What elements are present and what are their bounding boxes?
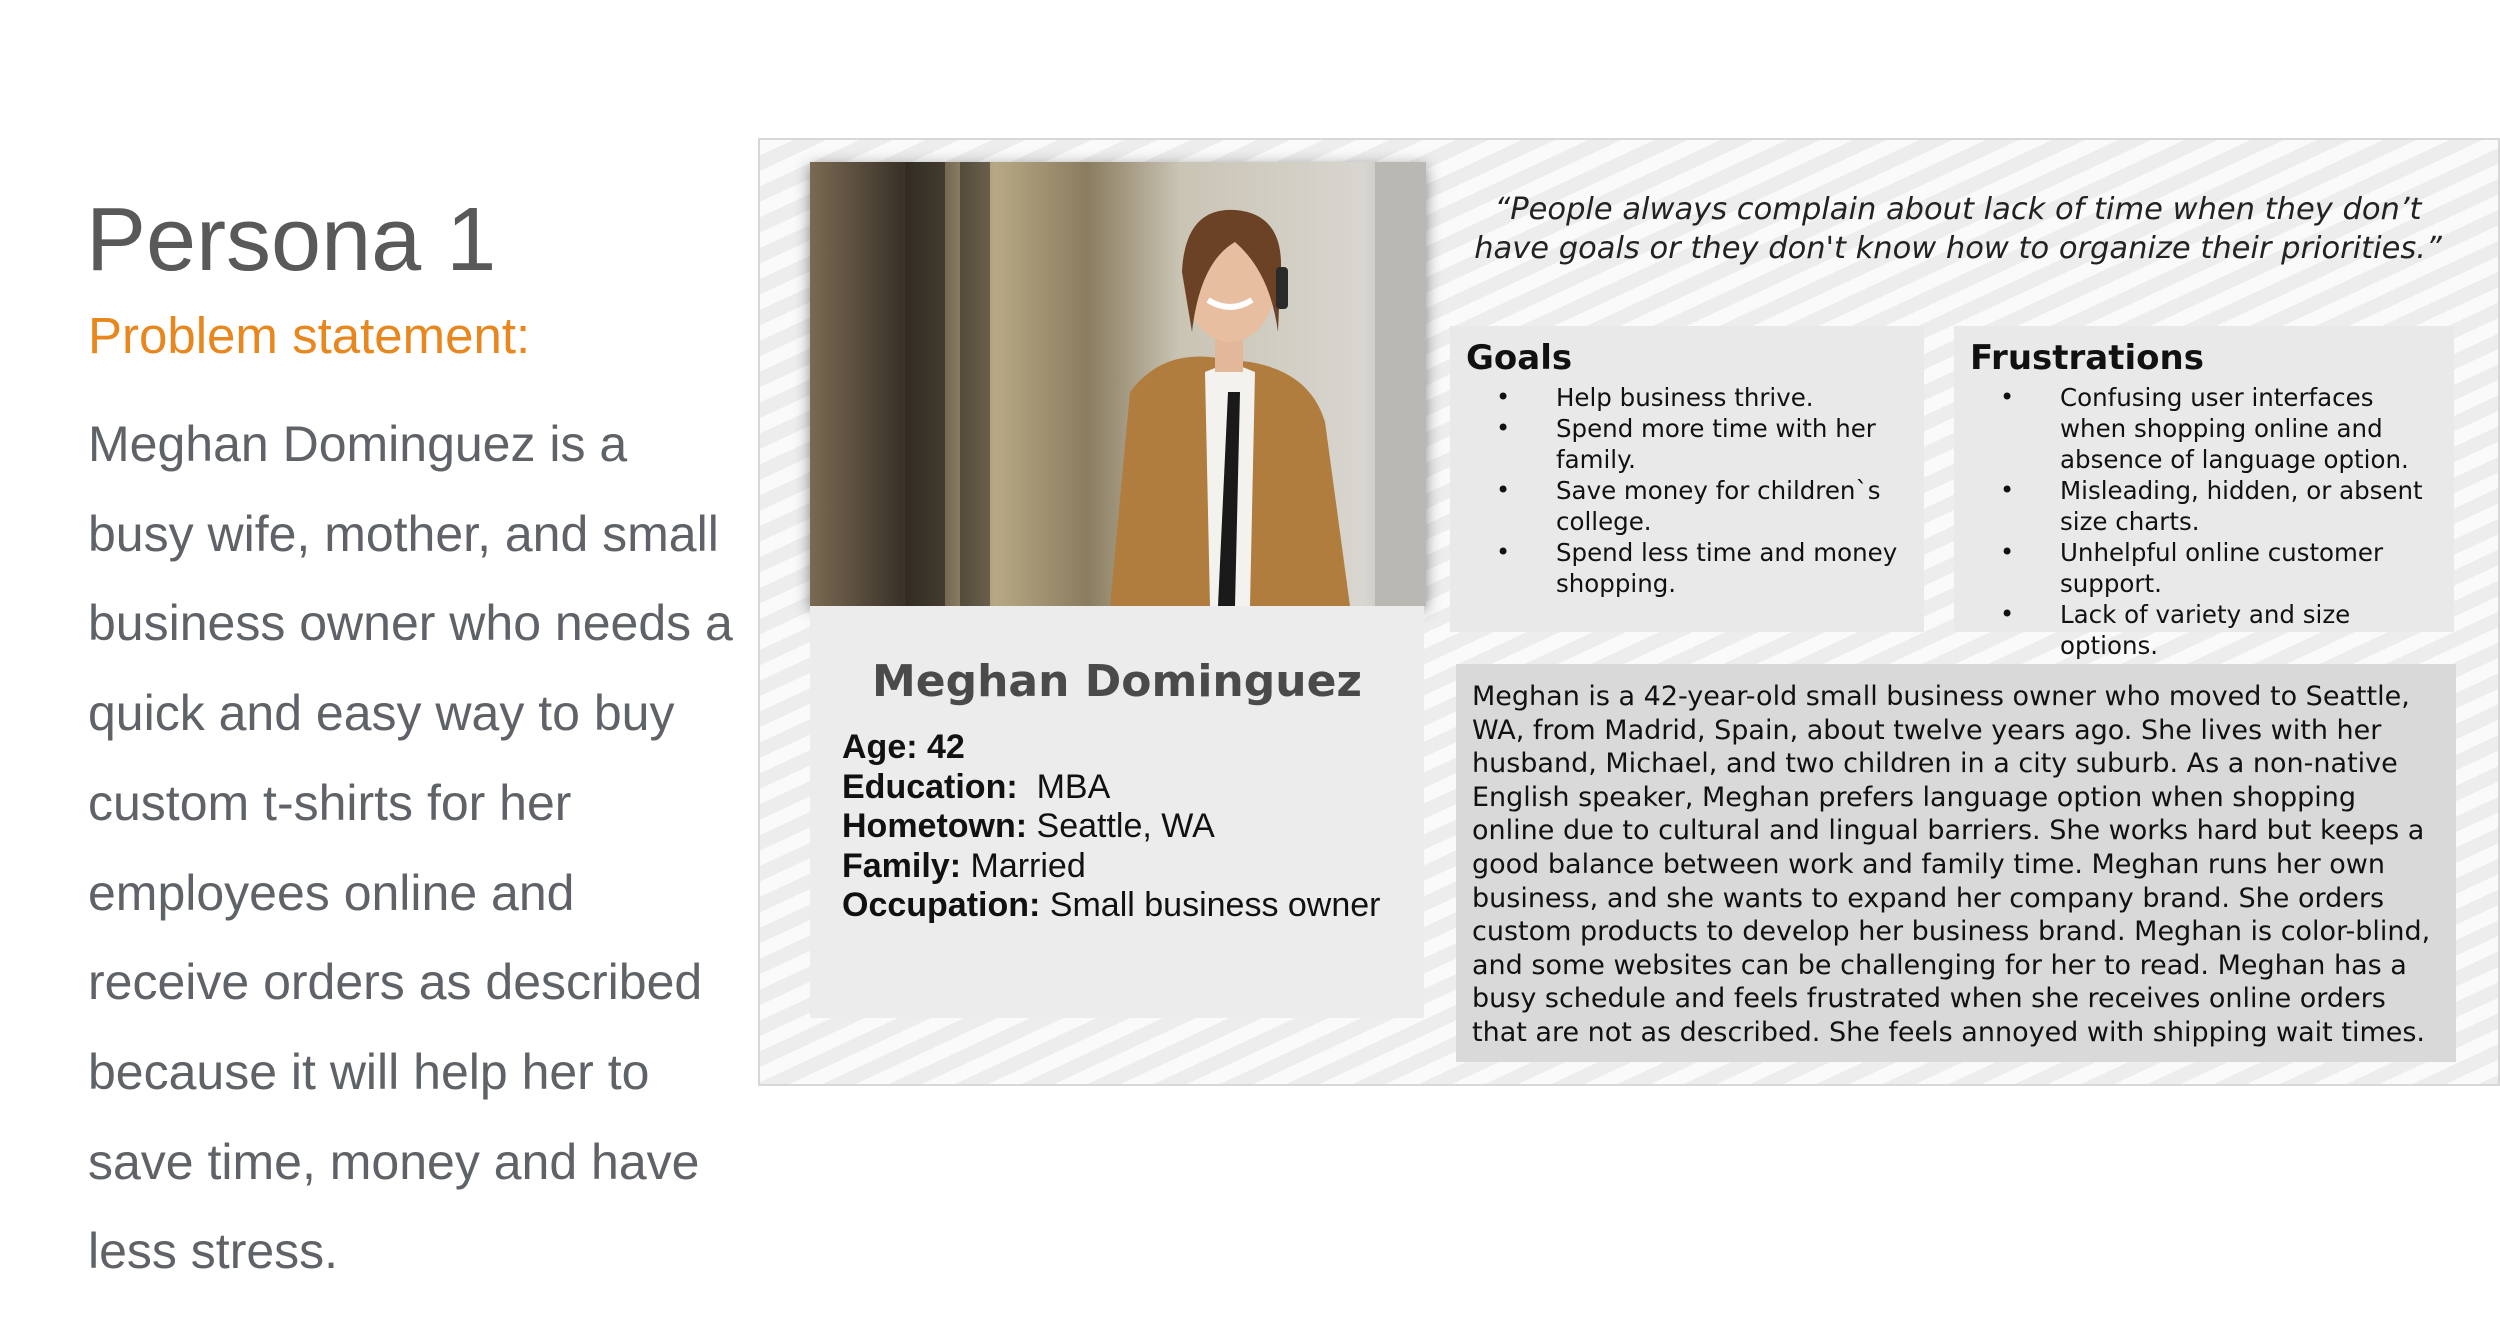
persona-name: Meghan Dominguez <box>871 656 1363 707</box>
fact-age: Age: 42 <box>842 728 965 766</box>
list-item: • Save money for children`s college. <box>1496 476 1881 536</box>
frustrations-title: Frustrations <box>1970 338 2204 378</box>
frustrations-box <box>1954 326 2454 660</box>
list-item: • Lack of variety and size options. <box>2000 600 2351 660</box>
problem-statement-label: Problem statement: <box>88 307 531 364</box>
frustrations-list <box>1974 382 2444 661</box>
bullet-icon: • <box>2000 383 2015 411</box>
fact-education: Education: MBA <box>842 767 1111 806</box>
fact-family: Family: Married <box>842 846 1086 885</box>
persona-bio <box>1456 664 2456 1062</box>
bullet-icon: • <box>1496 538 1511 566</box>
bullet-icon: • <box>2000 476 2015 504</box>
bullet-icon: • <box>2000 538 2015 566</box>
persona-facts <box>842 728 1381 926</box>
list-item: • Spend more time with her family. <box>1496 414 1876 474</box>
list-item: • Help business thrive. <box>1496 383 1814 412</box>
list-item: • Confusing user interfaces when shopping online and absence of language option. <box>2000 383 2409 474</box>
problem-statement-text: Meghan Dominguez is a busy wife, mother, and small business owner who needs a quick and easy way to buy custom t-shirts for her employees online and receive orders as described because it will help her to save time, money and have less stress. <box>88 416 747 1280</box>
list-item: • Spend less time and money shopping. <box>1496 538 1898 598</box>
bullet-icon: • <box>1496 414 1511 442</box>
goals-list <box>1470 382 1914 599</box>
slide-title: Persona 1 <box>86 190 497 291</box>
bio-text: Meghan is a 42-year-old small business owner who moved to Seattle, WA, from Madrid, Spain, about twelve years ago. She lives with her husband, Michael, and two children in a city suburb. As a non-native English speaker, Meghan prefers language option when shopping online due to cultural and lingual barriers. She works hard but keeps a good balance between work and family time. Meghan runs her own business, and she wants to expand her company brand. She orders custom products to develop her business brand. Meghan is color-blind, and some websites can be challenging for her to read. Meghan has a busy schedule and feels frustrated when she receives online orders that are not as described. She feels annoyed with shipping wait times. <box>1472 681 2431 1048</box>
bullet-icon: • <box>1496 476 1511 504</box>
persona-quote: “People always complain about lack of time when they don’t have goals or they don't know how to organize their priorities.” <box>1474 192 2442 266</box>
list-item: • Misleading, hidden, or absent size charts. <box>2000 476 2423 536</box>
list-item: • Unhelpful online customer support. <box>2000 538 2384 598</box>
goals-box <box>1450 326 1924 632</box>
persona-profile <box>810 606 1424 1018</box>
persona-photo <box>810 162 1426 606</box>
persona-card <box>758 138 2500 1086</box>
fact-hometown: Hometown: Seattle, WA <box>842 807 1215 845</box>
goals-title: Goals <box>1466 338 1573 378</box>
bullet-icon: • <box>1496 383 1511 411</box>
bullet-icon: • <box>2000 600 2015 628</box>
fact-occupation: Occupation: Small business owner <box>842 886 1381 924</box>
